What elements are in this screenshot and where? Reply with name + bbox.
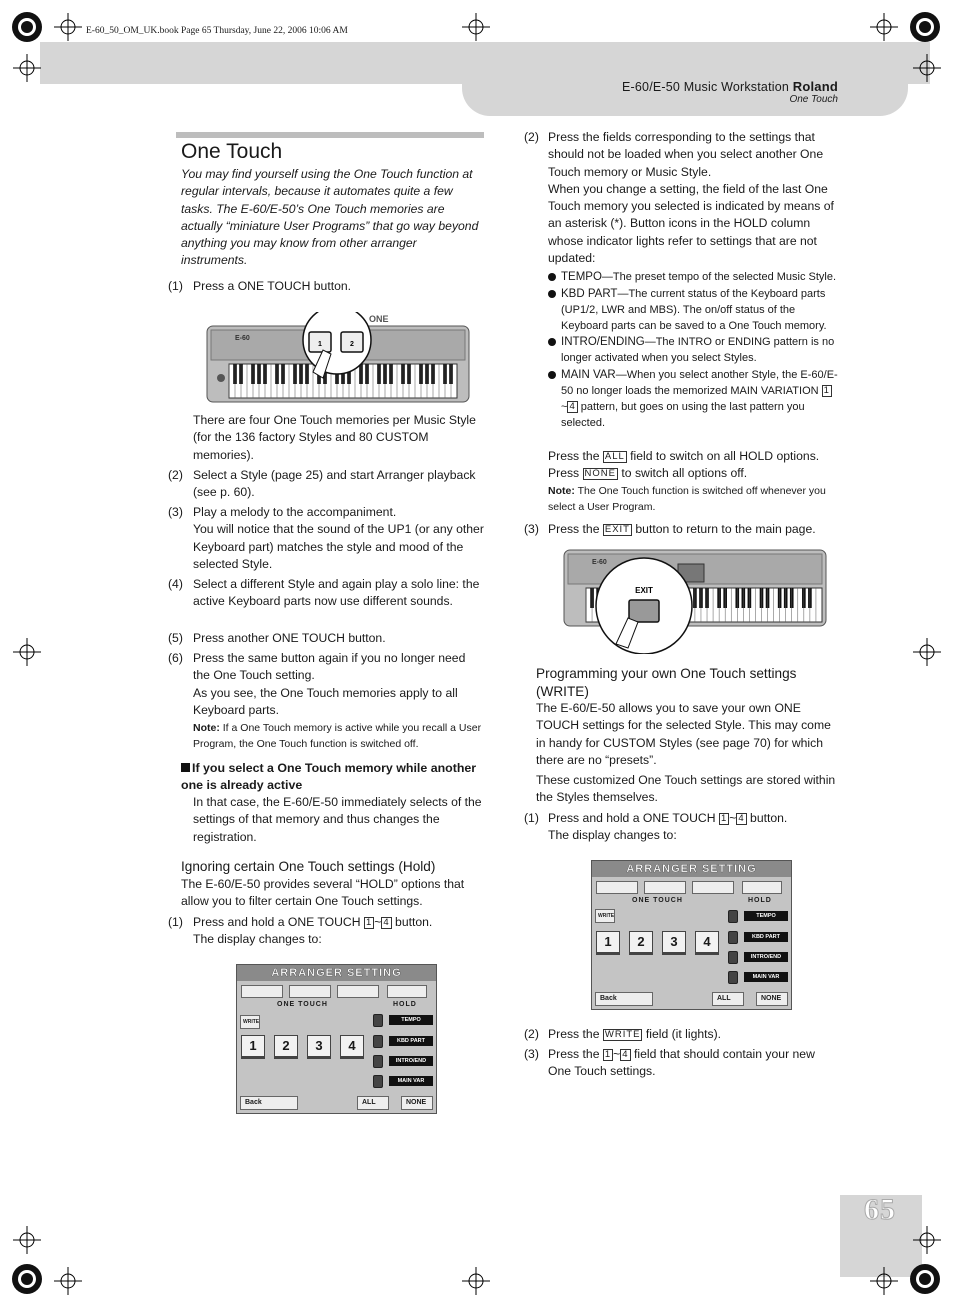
crosshair-icon — [913, 1226, 941, 1254]
hold-intro-end[interactable]: INTRO/END — [744, 952, 788, 962]
crosshair-icon — [13, 1226, 41, 1254]
screen-title: ARRANGER SETTING — [592, 861, 791, 877]
intro-text: You may find yourself using the One Touch function at regular intervals, because it automates quite a few tasks. The E-60/E-50’s One Touch memories are actually “miniature User Programs” that go way beyond anything you may know from other arranger instruments. — [181, 167, 479, 268]
write-heading: Programming your own One Touch settings (WRITE) — [536, 666, 797, 699]
bullet-icon — [548, 273, 556, 281]
bullet-intro-ending: INTRO/ENDING—The INTRO or ENDING pattern is no longer activated when you select Styles. — [548, 334, 838, 366]
hold-heading: Ignoring certain One Touch settings (Hold) — [181, 859, 436, 874]
bullet-tempo: TEMPO—The preset tempo of the selected Music Style. — [548, 269, 838, 285]
hold-kbd-part[interactable]: KBD PART — [389, 1036, 433, 1046]
page-title: One Touch — [181, 140, 283, 163]
none-button[interactable]: NONE — [401, 1096, 433, 1110]
step-left-3: (3) Play a melody to the accompaniment. You will notice that the sound of the UP1 (or any other Keyboard part) matches the style and mood of the selected Style. — [168, 505, 484, 571]
exit-label: EXIT — [635, 586, 653, 595]
bullet-icon — [548, 338, 556, 346]
crosshair-icon — [462, 1267, 490, 1295]
none-button[interactable]: NONE — [756, 992, 788, 1006]
back-button[interactable]: Back — [240, 1096, 298, 1110]
all-button[interactable]: ALL — [357, 1096, 389, 1110]
arranger-setting-screen-1: ARRANGER SETTING ONE TOUCH HOLD WRITE 1 2 3 4 TEMPO KBD PART INTRO/END MAIN VAR Back ALL NONE — [236, 964, 437, 1114]
write-step-3: (3) Press the 1 ~ 4 field that should contain your new One Touch settings. — [524, 1047, 815, 1079]
one-touch-button-1[interactable]: 1 — [241, 1035, 265, 1059]
page-number: 65 — [864, 1193, 896, 1226]
keyboard-illustration-exit — [562, 548, 828, 654]
right-step-3: (3) Press the EXIT button to return to the main page. — [524, 522, 816, 536]
bullet-icon — [548, 290, 556, 298]
target-icon — [910, 12, 940, 42]
write-body-1: The E-60/E-50 allows you to save your own ONE TOUCH settings for the selected Style. This may come in handy for CUSTOM Styles (see page 70) for which there are no “presets”. — [536, 701, 831, 767]
hold-kbd-part[interactable]: KBD PART — [744, 932, 788, 942]
one-touch-1-label: 1 — [318, 341, 322, 348]
one-touch-button-2[interactable]: 2 — [274, 1035, 298, 1059]
write-step-1: (1) Press and hold a ONE TOUCH 1 ~ 4 button. The display changes to: — [524, 811, 788, 843]
crosshair-icon — [13, 54, 41, 82]
step-left-6: (6) Press the same button again if you no longer need the One Touch setting. As you see, the One Touch memories apply to all Keyboard parts. — [168, 651, 466, 717]
hold-tempo[interactable]: TEMPO — [744, 911, 788, 921]
step-left-5: (5) Press another ONE TOUCH button. — [168, 631, 386, 645]
hold-main-var[interactable]: MAIN VAR — [389, 1076, 433, 1086]
write-button[interactable]: WRITE — [595, 909, 615, 923]
right-step-2: (2) Press the fields corresponding to the settings that should not be loaded when you select another One Touch memory or Music Style. When you change a setting, the field of the last One Touch memory you selected is indicated by means of an asterisk (*). Button icons in the HOLD column whose indicator lights refer to settings that are not updated: — [524, 130, 834, 266]
bullet-main-var: MAIN VAR—When you select another Style, the E-60/E-50 no longer loads the memorized MAIN VARIATION 1~ 4 pattern, but goes on using the last pattern you selected. — [548, 367, 838, 431]
target-icon — [12, 1264, 42, 1294]
write-button[interactable]: WRITE — [240, 1015, 260, 1029]
exit-button — [629, 600, 659, 622]
model-label: E-60 — [235, 335, 250, 342]
header-product: E-60/E-50 Music Workstation Roland — [622, 79, 838, 94]
one-touch-button-2[interactable]: 2 — [629, 931, 653, 955]
note-1: Note: If a One Touch memory is active while you recall a User Program, the One Touch function is switched off. — [193, 722, 482, 750]
all-line: Press the ALL field to switch on all HOLD options. — [548, 449, 820, 463]
subhead-already-active: If you select a One Touch memory while another one is already active — [181, 761, 477, 792]
brand-logo: Roland — [792, 79, 838, 94]
write-body-2: These customized One Touch settings are stored within the Styles themselves. — [536, 773, 836, 805]
hold-step-1: (1) Press and hold a ONE TOUCH 1 ~ 4 button. The display changes to: — [168, 915, 433, 947]
one-touch-2-label: 2 — [350, 341, 354, 348]
bullet-icon — [548, 371, 556, 379]
hold-body: The E-60/E-50 provides several “HOLD” options that allow you to filter certain One Touch settings. — [181, 877, 465, 909]
one-touch-button-4[interactable]: 4 — [695, 931, 719, 955]
step-left-1: (1) Press a ONE TOUCH button. — [168, 279, 352, 293]
step-left-2: (2) Select a Style (page 25) and start Arranger playback (see p. 60). — [168, 468, 476, 500]
step-left-4: (4) Select a different Style and again play a solo line: the active Keyboard parts now use different sounds. — [168, 577, 480, 609]
all-button[interactable]: ALL — [712, 992, 744, 1006]
file-info: E-60_50_OM_UK.book Page 65 Thursday, June 22, 2006 10:06 AM — [86, 26, 348, 36]
crosshair-icon — [54, 1267, 82, 1295]
keyboard-illustration-one-touch — [205, 312, 471, 404]
hold-tempo[interactable]: TEMPO — [389, 1015, 433, 1025]
model-label: E-60 — [592, 559, 607, 566]
none-line: Press NONE to switch all options off. — [548, 466, 748, 480]
one-touch-button-3[interactable]: 3 — [662, 931, 686, 955]
hold-main-var[interactable]: MAIN VAR — [744, 972, 788, 982]
screen-title: ARRANGER SETTING — [237, 965, 436, 981]
write-step-2: (2) Press the WRITE field (it lights). — [524, 1027, 722, 1041]
title-bar — [176, 132, 484, 138]
crosshair-icon — [913, 638, 941, 666]
crosshair-icon — [913, 54, 941, 82]
one-touch-button-1[interactable]: 1 — [596, 931, 620, 955]
hold-intro-end[interactable]: INTRO/END — [389, 1056, 433, 1066]
subhead-already-active-body: In that case, the E-60/E-50 immediately selects of the settings of that memory and thus changes the registration. — [193, 795, 482, 844]
one-touch-button-3[interactable]: 3 — [307, 1035, 331, 1059]
bullet-kbd-part: KBD PART—The current status of the Keyboard parts (UP1/2, LWR and MBS). The on/off status of the Keyboard parts can be saved to a One Touch memory. — [548, 286, 838, 334]
crosshair-icon — [54, 13, 82, 41]
header-section: One Touch — [789, 94, 838, 105]
step-left-memo: There are four One Touch memories per Music Style (for the 136 factory Styles and 80 CUSTOM memories). — [193, 413, 476, 462]
note-2: Note: The One Touch function is switched off whenever you select a User Program. — [548, 485, 826, 513]
crosshair-icon — [870, 13, 898, 41]
target-icon — [12, 12, 42, 42]
crosshair-icon — [870, 1267, 898, 1295]
one-label: ONE — [369, 314, 389, 324]
one-touch-button-4[interactable]: 4 — [340, 1035, 364, 1059]
square-bullet-icon — [181, 763, 190, 772]
target-icon — [910, 1264, 940, 1294]
arranger-setting-screen-2: ARRANGER SETTING ONE TOUCH HOLD WRITE 1 2 3 4 TEMPO KBD PART INTRO/END MAIN VAR Back ALL NONE — [591, 860, 792, 1010]
crosshair-icon — [462, 13, 490, 41]
crosshair-icon — [13, 638, 41, 666]
back-button[interactable]: Back — [595, 992, 653, 1006]
